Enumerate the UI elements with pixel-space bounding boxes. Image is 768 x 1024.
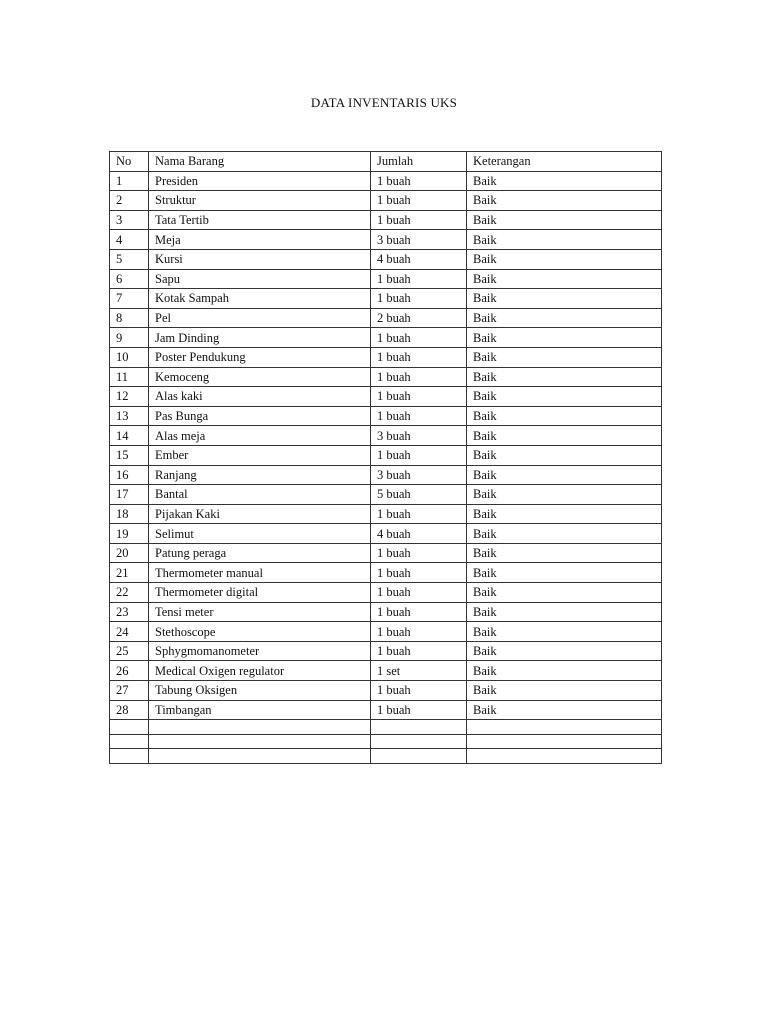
- table-row: [110, 230, 662, 250]
- cell-no: 2: [110, 191, 149, 211]
- cell-nama-barang: Kotak Sampah: [149, 289, 371, 309]
- cell-nama-barang: Alas kaki: [149, 387, 371, 407]
- cell-jumlah: 1 buah: [371, 289, 467, 309]
- empty-cell: [467, 734, 662, 749]
- table-row: [110, 465, 662, 485]
- table-row: [110, 426, 662, 446]
- cell-keterangan: Baik: [467, 524, 662, 544]
- cell-nama-barang: Tensi meter: [149, 602, 371, 622]
- cell-jumlah: 1 buah: [371, 622, 467, 642]
- cell-no: 8: [110, 308, 149, 328]
- cell-keterangan: Baik: [467, 191, 662, 211]
- cell-keterangan: Baik: [467, 681, 662, 701]
- cell-nama-barang: Sapu: [149, 269, 371, 289]
- table-row: [110, 367, 662, 387]
- cell-nama-barang: Kursi: [149, 249, 371, 269]
- cell-jumlah: 1 buah: [371, 269, 467, 289]
- cell-no: 20: [110, 543, 149, 563]
- cell-no: 27: [110, 681, 149, 701]
- cell-no: 10: [110, 347, 149, 367]
- cell-nama-barang: Thermometer digital: [149, 583, 371, 603]
- cell-nama-barang: Selimut: [149, 524, 371, 544]
- cell-jumlah: 4 buah: [371, 524, 467, 544]
- table-row: [110, 387, 662, 407]
- empty-cell: [467, 749, 662, 764]
- cell-jumlah: 1 buah: [371, 406, 467, 426]
- cell-keterangan: Baik: [467, 602, 662, 622]
- empty-cell: [149, 720, 371, 735]
- cell-nama-barang: Struktur: [149, 191, 371, 211]
- cell-jumlah: 1 buah: [371, 583, 467, 603]
- empty-cell: [371, 734, 467, 749]
- table-row-empty: [110, 749, 662, 764]
- cell-keterangan: Baik: [467, 289, 662, 309]
- cell-nama-barang: Tabung Oksigen: [149, 681, 371, 701]
- cell-no: 21: [110, 563, 149, 583]
- cell-no: 1: [110, 171, 149, 191]
- cell-no: 26: [110, 661, 149, 681]
- table-header-row: [110, 152, 662, 172]
- cell-nama-barang: Stethoscope: [149, 622, 371, 642]
- table-row: [110, 504, 662, 524]
- cell-keterangan: Baik: [467, 700, 662, 720]
- cell-jumlah: 1 buah: [371, 504, 467, 524]
- table-row: [110, 583, 662, 603]
- cell-no: 23: [110, 602, 149, 622]
- cell-jumlah: 1 buah: [371, 563, 467, 583]
- cell-keterangan: Baik: [467, 406, 662, 426]
- cell-nama-barang: Alas meja: [149, 426, 371, 446]
- empty-cell: [467, 720, 662, 735]
- cell-nama-barang: Patung peraga: [149, 543, 371, 563]
- cell-nama-barang: Ember: [149, 445, 371, 465]
- cell-no: 18: [110, 504, 149, 524]
- table-row: [110, 289, 662, 309]
- cell-keterangan: Baik: [467, 426, 662, 446]
- cell-no: 12: [110, 387, 149, 407]
- cell-no: 11: [110, 367, 149, 387]
- cell-jumlah: 1 buah: [371, 367, 467, 387]
- cell-keterangan: Baik: [467, 465, 662, 485]
- cell-jumlah: 1 buah: [371, 347, 467, 367]
- cell-keterangan: Baik: [467, 367, 662, 387]
- cell-jumlah: 3 buah: [371, 230, 467, 250]
- cell-no: 16: [110, 465, 149, 485]
- cell-nama-barang: Jam Dinding: [149, 328, 371, 348]
- cell-no: 3: [110, 210, 149, 230]
- cell-keterangan: Baik: [467, 504, 662, 524]
- table-row: [110, 249, 662, 269]
- cell-nama-barang: Thermometer manual: [149, 563, 371, 583]
- cell-nama-barang: Meja: [149, 230, 371, 250]
- cell-no: 15: [110, 445, 149, 465]
- cell-jumlah: 3 buah: [371, 426, 467, 446]
- cell-no: 17: [110, 485, 149, 505]
- cell-keterangan: Baik: [467, 563, 662, 583]
- cell-no: 5: [110, 249, 149, 269]
- cell-jumlah: 1 buah: [371, 602, 467, 622]
- document-title: DATA INVENTARIS UKS: [310, 95, 458, 110]
- table-row: [110, 622, 662, 642]
- cell-no: 9: [110, 328, 149, 348]
- cell-jumlah: 1 buah: [371, 641, 467, 661]
- table-row-empty: [110, 734, 662, 749]
- cell-keterangan: Baik: [467, 269, 662, 289]
- cell-jumlah: 1 buah: [371, 171, 467, 191]
- cell-keterangan: Baik: [467, 622, 662, 642]
- cell-jumlah: 1 set: [371, 661, 467, 681]
- header-no: No: [110, 152, 149, 172]
- header-jumlah: Jumlah: [371, 152, 467, 172]
- table-row: [110, 347, 662, 367]
- cell-keterangan: Baik: [467, 308, 662, 328]
- cell-nama-barang: Presiden: [149, 171, 371, 191]
- cell-no: 24: [110, 622, 149, 642]
- cell-keterangan: Baik: [467, 543, 662, 563]
- cell-nama-barang: Tata Tertib: [149, 210, 371, 230]
- cell-keterangan: Baik: [467, 230, 662, 250]
- cell-keterangan: Baik: [467, 249, 662, 269]
- cell-jumlah: 1 buah: [371, 543, 467, 563]
- table-row-empty: [110, 720, 662, 735]
- table-row: [110, 543, 662, 563]
- cell-jumlah: 1 buah: [371, 210, 467, 230]
- table-row: [110, 524, 662, 544]
- cell-no: 25: [110, 641, 149, 661]
- cell-nama-barang: Pel: [149, 308, 371, 328]
- cell-nama-barang: Ranjang: [149, 465, 371, 485]
- inventory-table: [109, 151, 662, 764]
- header-nama-barang: Nama Barang: [149, 152, 371, 172]
- cell-nama-barang: Bantal: [149, 485, 371, 505]
- empty-cell: [110, 734, 149, 749]
- table-row: [110, 602, 662, 622]
- cell-no: 22: [110, 583, 149, 603]
- table-row: [110, 661, 662, 681]
- cell-jumlah: 1 buah: [371, 328, 467, 348]
- cell-nama-barang: Sphygmomanometer: [149, 641, 371, 661]
- cell-jumlah: 1 buah: [371, 681, 467, 701]
- cell-keterangan: Baik: [467, 661, 662, 681]
- cell-jumlah: 5 buah: [371, 485, 467, 505]
- cell-no: 4: [110, 230, 149, 250]
- cell-no: 19: [110, 524, 149, 544]
- cell-jumlah: 4 buah: [371, 249, 467, 269]
- cell-jumlah: 1 buah: [371, 387, 467, 407]
- table-row: [110, 681, 662, 701]
- cell-jumlah: 1 buah: [371, 191, 467, 211]
- empty-cell: [371, 720, 467, 735]
- table-row: [110, 641, 662, 661]
- header-keterangan: Keterangan: [467, 152, 662, 172]
- table-row: [110, 269, 662, 289]
- cell-keterangan: Baik: [467, 210, 662, 230]
- cell-keterangan: Baik: [467, 328, 662, 348]
- cell-nama-barang: Timbangan: [149, 700, 371, 720]
- table-row: [110, 328, 662, 348]
- cell-no: 28: [110, 700, 149, 720]
- table-body: [110, 171, 662, 763]
- cell-keterangan: Baik: [467, 445, 662, 465]
- table-row: [110, 563, 662, 583]
- cell-no: 13: [110, 406, 149, 426]
- table-row: [110, 171, 662, 191]
- cell-nama-barang: Kemoceng: [149, 367, 371, 387]
- table-row: [110, 485, 662, 505]
- cell-nama-barang: Pas Bunga: [149, 406, 371, 426]
- empty-cell: [110, 720, 149, 735]
- empty-cell: [149, 749, 371, 764]
- cell-no: 14: [110, 426, 149, 446]
- cell-nama-barang: Pijakan Kaki: [149, 504, 371, 524]
- cell-nama-barang: Medical Oxigen regulator: [149, 661, 371, 681]
- cell-keterangan: Baik: [467, 171, 662, 191]
- cell-keterangan: Baik: [467, 583, 662, 603]
- table-row: [110, 191, 662, 211]
- cell-keterangan: Baik: [467, 387, 662, 407]
- table-row: [110, 308, 662, 328]
- cell-keterangan: Baik: [467, 485, 662, 505]
- cell-jumlah: 1 buah: [371, 445, 467, 465]
- cell-keterangan: Baik: [467, 347, 662, 367]
- table-row: [110, 210, 662, 230]
- table-row: [110, 406, 662, 426]
- cell-no: 6: [110, 269, 149, 289]
- cell-nama-barang: Poster Pendukung: [149, 347, 371, 367]
- empty-cell: [110, 749, 149, 764]
- cell-keterangan: Baik: [467, 641, 662, 661]
- cell-jumlah: 2 buah: [371, 308, 467, 328]
- table-row: [110, 445, 662, 465]
- empty-cell: [149, 734, 371, 749]
- cell-no: 7: [110, 289, 149, 309]
- cell-jumlah: 3 buah: [371, 465, 467, 485]
- empty-cell: [371, 749, 467, 764]
- cell-jumlah: 1 buah: [371, 700, 467, 720]
- table-row: [110, 700, 662, 720]
